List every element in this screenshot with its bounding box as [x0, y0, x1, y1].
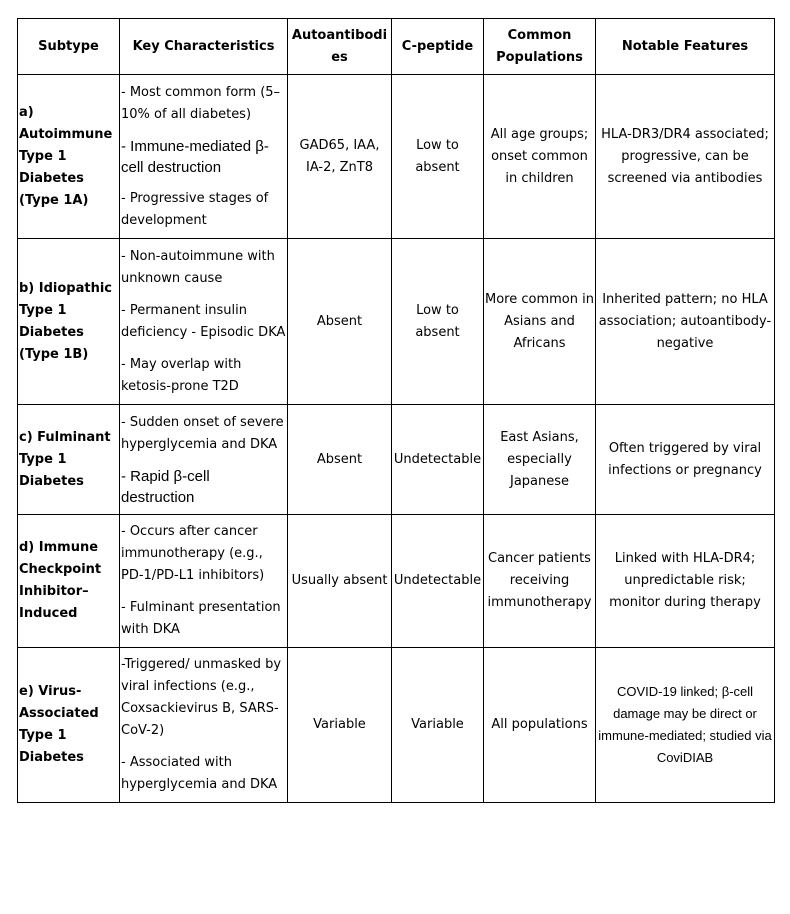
notable-features-cell: HLA-DR3/DR4 associated; progressive, can be screened via antibodies [596, 75, 775, 239]
populations-cell: All populations [484, 648, 596, 803]
key-item: - May overlap with ketosis-prone T2D [121, 356, 242, 394]
notable-features-cell: Linked with HLA-DR4; unpredictable risk; monitor during therapy [596, 515, 775, 648]
notable-features-cell: COVID-19 linked; β-cell damage may be direct or immune-mediated; studied via CoviDIAB [596, 648, 775, 803]
key-item: - Sudden onset of severe hyperglycemia and DKA [121, 414, 284, 452]
key-characteristics-cell [120, 239, 288, 405]
populations-cell: More common in Asians and Africans [484, 239, 596, 405]
header-common-populations: Common Populations [484, 19, 596, 75]
populations-cell: East Asians, especially Japanese [484, 405, 596, 515]
key-item: - Occurs after cancer immunotherapy (e.g., PD-1/PD-L1 inhibitors) [121, 524, 265, 583]
subtype-cell: d) Immune Checkpoint Inhibitor–Induced [18, 515, 120, 648]
key-item: - Rapid β-cell destruction [121, 467, 210, 506]
populations-cell: All age groups; onset common in children [484, 75, 596, 239]
c-peptide-cell: Low to absent [392, 239, 484, 405]
header-autoantibodies: Autoantibodies [288, 19, 392, 75]
notable-features-cell: Often triggered by viral infections or pregnancy [596, 405, 775, 515]
table-row [18, 648, 775, 803]
autoantibodies-cell: GAD65, IAA, IA-2, ZnT8 [288, 75, 392, 239]
subtype-cell: e) Virus-Associated Type 1 Diabetes [18, 648, 120, 803]
populations-cell: Cancer patients receiving immunotherapy [484, 515, 596, 648]
key-item: -Triggered/ unmasked by viral infections (e.g., Coxsackievirus B, SARS-CoV-2) [121, 657, 282, 738]
key-item: - Fulminant presentation with DKA [121, 600, 281, 637]
key-item: - Progressive stages of development [121, 190, 269, 228]
c-peptide-cell: Undetectable [392, 515, 484, 648]
subtype-cell: a) Autoimmune Type 1 Diabetes (Type 1A) [18, 75, 120, 239]
c-peptide-cell: Variable [392, 648, 484, 803]
table-row [18, 239, 775, 405]
table-row [18, 405, 775, 515]
diabetes-subtypes-table [17, 18, 775, 803]
c-peptide-cell: Low to absent [392, 75, 484, 239]
key-characteristics-cell [120, 405, 288, 515]
header-subtype: Subtype [18, 19, 120, 75]
header-row [18, 19, 775, 75]
key-item: - Immune-mediated β-cell destruction [121, 137, 269, 176]
table-row [18, 75, 775, 239]
autoantibodies-cell: Usually absent [288, 515, 392, 648]
subtype-cell: c) Fulminant Type 1 Diabetes [18, 405, 120, 515]
header-key-characteristics: Key Characteristics [120, 19, 288, 75]
key-characteristics-cell [120, 648, 288, 803]
notable-features-cell: Inherited pattern; no HLA association; autoantibody-negative [596, 239, 775, 405]
key-characteristics-cell [120, 75, 288, 239]
header-notable-features: Notable Features [596, 19, 775, 75]
key-item: - Associated with hyperglycemia and DKA [121, 755, 278, 792]
key-item: - Permanent insulin deficiency - Episodic DKA [121, 302, 286, 340]
key-item: - Non-autoimmune with unknown cause [121, 248, 275, 286]
key-characteristics-cell [120, 515, 288, 648]
autoantibodies-cell: Absent [288, 239, 392, 405]
autoantibodies-cell: Variable [288, 648, 392, 803]
c-peptide-cell: Undetectable [392, 405, 484, 515]
table-row [18, 515, 775, 648]
subtype-cell: b) Idiopathic Type 1 Diabetes (Type 1B) [18, 239, 120, 405]
key-item: - Most common form (5–10% of all diabetes) [121, 84, 281, 122]
autoantibodies-cell: Absent [288, 405, 392, 515]
header-c-peptide: C-peptide [392, 19, 484, 75]
